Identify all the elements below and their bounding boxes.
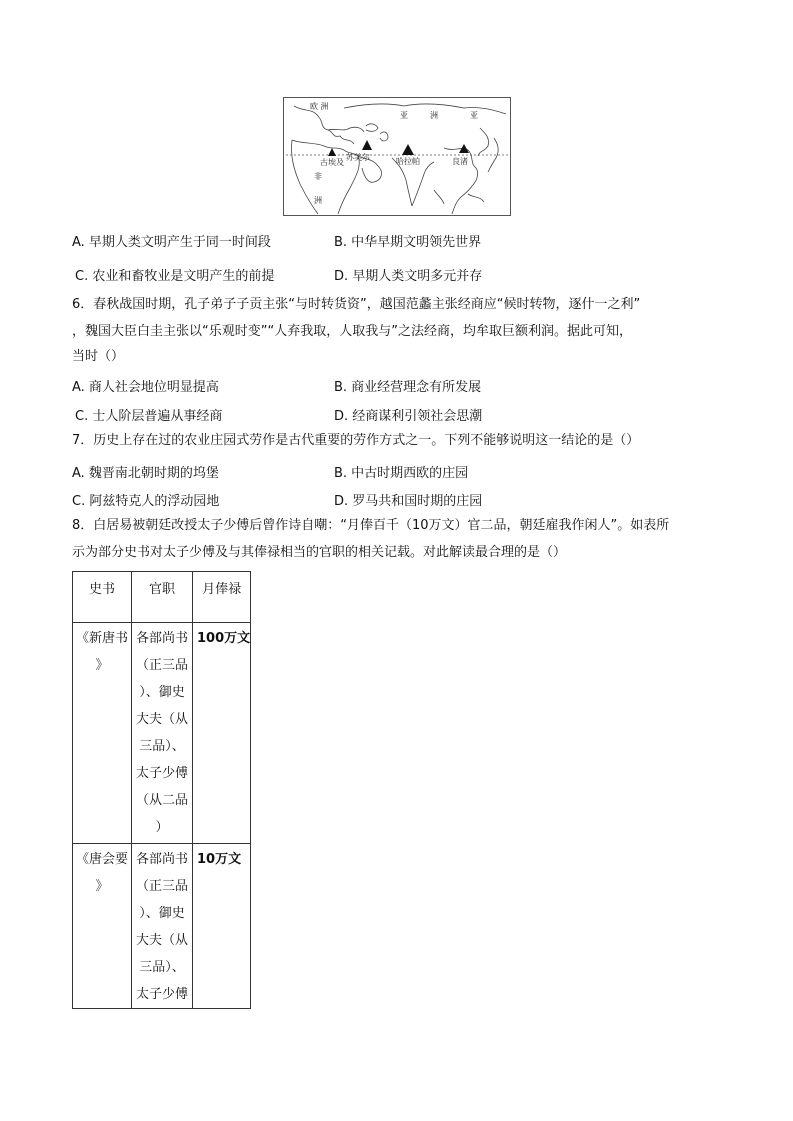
map-label-europe: 欧 洲 (310, 102, 329, 111)
map-label-asia-2: 洲 (430, 111, 438, 120)
table-cell-book: 《唐会要 》 (73, 844, 132, 1009)
q6-option-d: D. 经商谋利引领社会思潮 (334, 409, 483, 424)
q6-stem-line-1: 6．春秋战国时期，孔子弟子子贡主张“与时转货资”，越国范蠡主张经商应“候时转物，逐什一之利” (72, 297, 641, 312)
q7-option-c: C. 阿兹特克人的浮动园地 (72, 494, 220, 509)
salary-value: 100万文 (197, 631, 251, 646)
table-header-salary: 月俸禄 (193, 572, 251, 623)
map-label-asia-3: 亚 (470, 111, 478, 120)
table-header-office: 官职 (132, 572, 193, 623)
map-label-sumer: 苏美尔 (346, 153, 370, 162)
q7-option-d: D. 罗马共和国时期的庄园 (334, 494, 483, 509)
q5-option-c: C. 农业和畜牧业是文明产生的前提 (75, 269, 275, 284)
table-row (73, 844, 251, 1009)
q5-option-b: B. 中华早期文明领先世界 (334, 235, 482, 250)
sumer-marker-icon (362, 140, 372, 150)
table-row (73, 623, 251, 844)
table-header-row (73, 572, 251, 623)
map-label-asia-1: 亚 (400, 111, 408, 120)
table-cell-book: 《新唐书 》 (73, 623, 132, 844)
table-cell-office: 各部尚书 （正三品 ）、御史 大夫（从 三品）、 太子少傅 （从二品 ） (132, 623, 193, 844)
table-cell-salary (193, 844, 251, 1009)
egypt-marker-icon (328, 148, 336, 156)
q6-option-c: C. 士人阶层普遍从事经商 (75, 409, 223, 424)
harappa-marker-icon (402, 144, 414, 155)
q6-stem-line-3: 当时（） (72, 349, 125, 364)
q5-option-a: A. 早期人类文明产生于同一时间段 (72, 235, 271, 250)
map-label-harappa: 哈拉帕 (396, 157, 420, 166)
table-cell-salary (193, 623, 251, 844)
q6-stem-line-2: ，魏国大臣白圭主张以“乐观时变”“人弃我取，人取我与”之法经商，均牟取巨额利润。据此可知， (72, 324, 632, 339)
map-label-egypt: 古埃及 (320, 158, 344, 167)
q7-option-a: A. 魏晋南北朝时期的坞堡 (72, 466, 219, 481)
map-label-africa-1: 非 (314, 172, 322, 181)
q7-stem: 7．历史上存在过的农业庄园式劳作是古代重要的劳作方式之一。下列不能够说明这一结论的是（） (72, 433, 640, 448)
table-header-book: 史书 (73, 572, 132, 623)
q6-option-b: B. 商业经营理念有所发展 (334, 380, 482, 395)
q8-stem-line-2: 示为部分史书对太子少傅及与其俸禄相当的官职的相关记载。对此解读最合理的是（） (72, 545, 567, 560)
table-cell-office: 各部尚书 （正三品 ）、御史 大夫（从 三品）、 太子少傅 (132, 844, 193, 1009)
salary-value: 10万文 (197, 852, 242, 867)
map-label-africa-2: 洲 (314, 196, 322, 205)
map-label-liangzhu: 良渚 (452, 157, 468, 166)
q6-option-a: A. 商人社会地位明显提高 (72, 380, 219, 395)
q8-stem-line-1: 8．白居易被朝廷改授太子少傅后曾作诗自嘲：“月俸百千（10万文）官二品，朝廷雇我作闲人”。如表所 (72, 518, 670, 533)
salary-table (72, 571, 251, 1009)
q5-option-d: D. 早期人类文明多元并存 (334, 269, 483, 284)
q7-option-b: B. 中古时期西欧的庄园 (334, 466, 469, 481)
world-civilizations-map (283, 97, 511, 216)
